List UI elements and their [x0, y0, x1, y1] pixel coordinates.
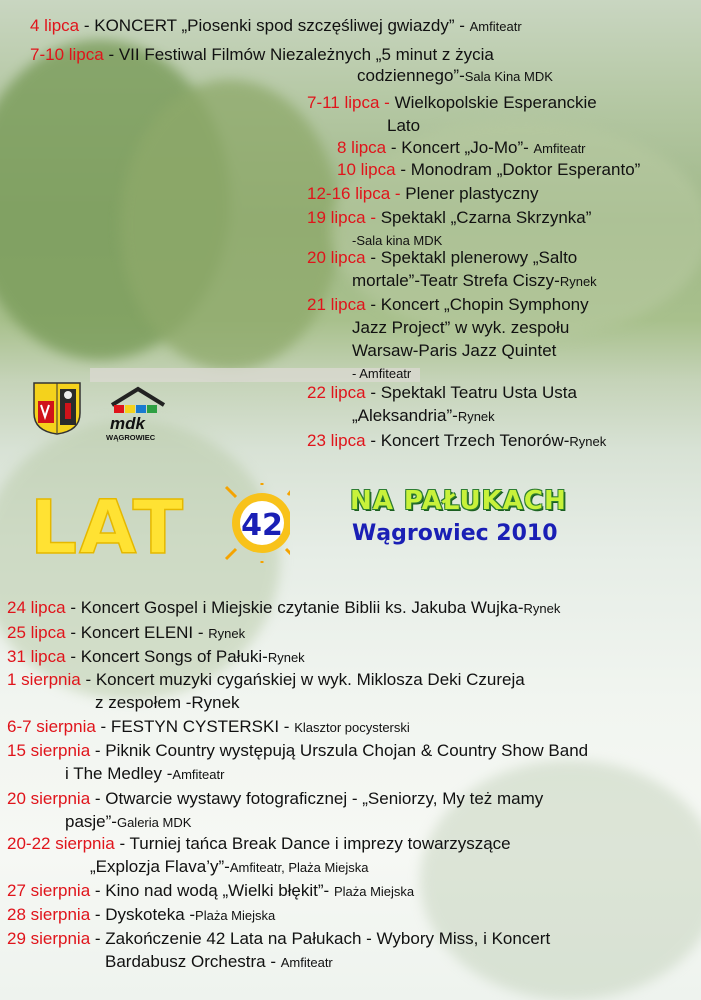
event-title: Wielkopolskie Esperanckie — [389, 93, 597, 112]
event-date: 1 sierpnia — [7, 670, 81, 689]
event-title: Warsaw-Paris Jazz Quintet — [352, 341, 557, 360]
mdk-logo — [104, 385, 168, 443]
july-event-row — [337, 160, 640, 180]
event-date: 20 lipca — [307, 248, 366, 267]
july-event-row — [30, 45, 494, 65]
august-event-row — [7, 717, 410, 738]
event-date: 31 lipca — [7, 647, 66, 666]
event-date: 23 lipca — [307, 431, 366, 450]
july-event-row — [307, 208, 591, 228]
august-event-row — [65, 812, 191, 833]
event-title: - Koncert ELENI - — [65, 623, 209, 642]
july-event-row — [352, 363, 411, 384]
event-venue: Rynek — [457, 409, 495, 424]
event-venue: Sala Kina MDK — [464, 69, 553, 84]
august-event-row — [7, 905, 275, 926]
event-date: 10 lipca — [337, 160, 396, 179]
event-date: 27 sierpnia — [7, 881, 91, 900]
august-event-row — [7, 741, 588, 761]
event-title: - Koncert Songs of Pałuki- — [65, 647, 268, 666]
event-venue: Rynek — [559, 274, 597, 289]
event-date: 22 lipca — [307, 383, 366, 402]
event-date: 19 lipca - — [307, 208, 376, 227]
edition-number: 42 — [241, 508, 283, 543]
event-date: 8 lipca — [337, 138, 387, 157]
event-title: i The Medley - — [65, 764, 173, 783]
event-venue: Amfiteatr — [533, 141, 586, 156]
event-venue: Amfiteatr, Plaża Miejska — [229, 860, 369, 875]
event-venue: Amfiteatr — [172, 767, 225, 782]
august-event-row — [7, 598, 560, 619]
july-event-row — [357, 66, 553, 87]
july-event-row — [307, 184, 539, 204]
event-title: „Explozja Flava’y”- — [90, 857, 230, 876]
event-title: - Otwarcie wystawy fotograficznej - „Seniorzy, My też mamy — [90, 789, 544, 808]
lato-text: LAT — [30, 485, 186, 563]
event-title: - FESTYN CYSTERSKI - — [95, 717, 295, 736]
event-title: - Spektakl plenerowy „Salto — [365, 248, 578, 267]
july-event-row — [307, 431, 606, 452]
event-title: - KONCERT „Piosenki spod szczęśliwej gwiazdy” - — [79, 16, 470, 35]
july-event-row — [352, 341, 556, 361]
event-venue: Rynek — [569, 434, 607, 449]
event-title: - Monodram „Doktor Esperanto” — [395, 160, 641, 179]
july-event-row — [307, 383, 577, 403]
august-event-row — [7, 881, 414, 902]
event-venue: Rynek — [523, 601, 561, 616]
event-title: Plener plastyczny — [400, 184, 539, 203]
crest-icon — [32, 381, 82, 435]
event-venue: Klasztor pocysterski — [294, 720, 410, 735]
event-venue: Plaża Miejska — [195, 908, 276, 923]
event-venue: - Amfiteatr — [352, 366, 412, 381]
event-venue: Plaża Miejska — [333, 884, 415, 899]
event-title: - Turniej tańca Break Dance i imprezy towarzyszące — [114, 834, 511, 853]
lato-title — [30, 483, 290, 563]
event-title: - Kino nad wodą „Wielki błękit”- — [90, 881, 334, 900]
event-date: 7-10 lipca — [30, 45, 104, 64]
event-venue: -Sala kina MDK — [352, 233, 443, 248]
event-title: Bardabusz Orchestra - — [105, 952, 281, 971]
event-title: - Zakończenie 42 Lata na Pałukach - Wybory Miss, i Koncert — [90, 929, 551, 948]
event-title: - VII Festiwal Filmów Niezależnych „5 minut z życia — [103, 45, 494, 64]
august-event-row — [7, 670, 525, 690]
event-date: 25 lipca — [7, 623, 66, 642]
august-event-row — [105, 952, 333, 973]
august-event-row — [7, 834, 511, 854]
event-venue: Amfiteatr — [280, 955, 333, 970]
july-event-row — [337, 138, 586, 159]
event-date: 6-7 sierpnia — [7, 717, 96, 736]
july-event-row — [307, 93, 597, 113]
event-date: 15 sierpnia — [7, 741, 91, 760]
august-event-row — [95, 693, 240, 713]
event-title: - Koncert Trzech Tenorów- — [365, 431, 570, 450]
event-title: - Koncert „Chopin Symphony — [365, 295, 589, 314]
event-date: 4 lipca — [30, 16, 80, 35]
august-event-row — [7, 789, 543, 809]
mdk-logo-text: mdk — [110, 414, 145, 433]
event-title: - Koncert „Jo-Mo”- — [386, 138, 534, 157]
na-palukach-title: NA PAŁUKACH — [350, 486, 567, 516]
event-venue: Rynek — [267, 650, 305, 665]
event-title: - Piknik Country występują Urszula Chojan & Country Show Band — [90, 741, 589, 760]
august-event-row — [65, 764, 224, 785]
event-title: „Aleksandria”- — [352, 406, 458, 425]
event-title: z zespołem -Rynek — [95, 693, 240, 712]
event-date: 29 sierpnia — [7, 929, 91, 948]
july-event-row — [30, 16, 522, 37]
event-date: 28 sierpnia — [7, 905, 91, 924]
july-event-row — [307, 248, 577, 268]
event-title: - Dyskoteka - — [90, 905, 196, 924]
event-title: pasje”- — [65, 812, 117, 831]
event-date: 12-16 lipca - — [307, 184, 401, 203]
july-event-row — [387, 116, 420, 136]
event-title: codziennego”- — [357, 66, 465, 85]
place-year: Wągrowiec 2010 — [352, 521, 558, 546]
mdk-logo-subtext: WĄGROWIEC — [106, 433, 156, 442]
event-date: 20-22 sierpnia — [7, 834, 115, 853]
august-event-row — [7, 623, 245, 644]
july-event-row — [307, 295, 589, 315]
august-event-row — [7, 647, 305, 668]
event-date: 20 sierpnia — [7, 789, 91, 808]
event-venue: Rynek — [208, 626, 246, 641]
event-title: - Koncert muzyki cygańskiej w wyk. Miklosza Deki Czureja — [80, 670, 525, 689]
event-title: Lato — [387, 116, 421, 135]
event-title: - Koncert Gospel i Miejskie czytanie Biblii ks. Jakuba Wujka- — [65, 598, 524, 617]
august-event-row — [90, 857, 369, 878]
august-event-row — [7, 929, 550, 949]
july-event-row — [352, 318, 569, 338]
event-title: mortale”-Teatr Strefa Ciszy- — [352, 271, 560, 290]
event-title: - Spektakl Teatru Usta Usta — [365, 383, 577, 402]
event-venue: Amfiteatr — [469, 19, 522, 34]
event-date: 24 lipca — [7, 598, 66, 617]
event-date: 21 lipca — [307, 295, 366, 314]
event-date: 7-11 lipca - — [307, 93, 390, 112]
event-title: Jazz Project” w wyk. zespołu — [352, 318, 570, 337]
july-event-row — [352, 271, 597, 292]
event-title: Spektakl „Czarna Skrzynka” — [375, 208, 592, 227]
july-event-row — [352, 406, 495, 427]
event-venue: Galeria MDK — [116, 815, 192, 830]
